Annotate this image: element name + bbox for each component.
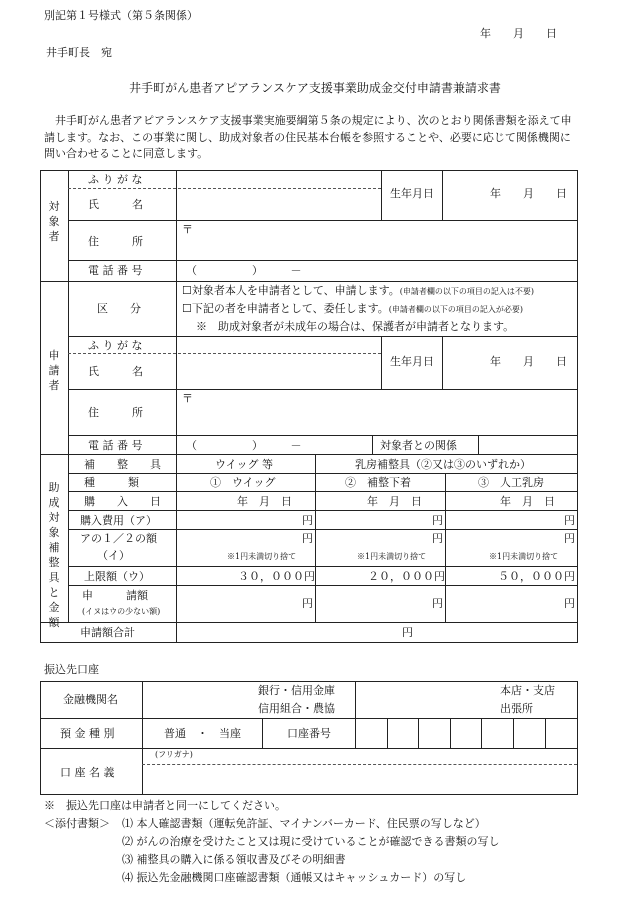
claim-label-suffix: 額 [137,589,148,602]
type-prosthesis: ③ 人工乳房 [478,476,544,489]
subject-birth-value: 年 月 日 [490,187,567,200]
account-number-label: 口座番号 [287,727,331,740]
relation-label: 対象者との関係 [380,439,457,452]
subject-section-label: 対象者 [48,200,60,243]
subject-birth-label: 生年月日 [390,187,434,200]
category-label: 区 分 [97,302,141,315]
form-number: 別記第１号様式（第５条関係） [44,9,198,22]
half-label: アの１／２の額 [80,532,157,545]
bank-note: ※ 振込先口座は申請者と同一にしてください。 [44,799,286,812]
holder-label: 口 座 名 義 [60,766,115,779]
branch-types-1: 本店・支店 [500,684,555,697]
date-line: 年 月 日 [480,27,557,40]
claim-label-text: 申 請 [82,589,137,602]
claim-label [82,590,148,601]
bank-heading: 振込先口座 [44,663,99,676]
attachment-item: ⑶ 補整具の購入に係る領収書及びその明細書 [122,853,346,866]
subject-postal-mark: 〒 [182,223,193,236]
round-note-3: ※1円未満切り捨て [489,552,559,561]
round-note-2: ※1円未満切り捨て [357,552,427,561]
account-type-options[interactable]: 普通 ・ 当座 [164,727,241,740]
half-yen-1: 円 [302,532,313,545]
half-yen-3: 円 [564,532,575,545]
subject-name-label: 氏 名 [88,198,143,211]
applicant-birth-value: 年 月 日 [490,355,567,368]
addressee: 井手町長 宛 [46,46,112,59]
subject-phone-label: 電 話 番 号 [88,264,143,277]
option-self-checkbox[interactable] [182,285,534,296]
applicant-phone-label: 電 話 番 号 [88,439,143,452]
claim-yen-1: 円 [302,597,313,610]
wig-header: ウイッグ 等 [215,458,273,471]
type-wig: ① ウイッグ [210,476,276,489]
purchase-date-3: 年 月 日 [500,495,555,508]
purchase-date-2: 年 月 日 [367,495,422,508]
applicant-postal-mark: 〒 [182,392,193,405]
applicant-birth-label: 生年月日 [390,355,434,368]
claim-yen-3: 円 [564,597,575,610]
type-underwear: ② 補整下着 [345,476,411,489]
option-self-note: (申請者欄の以下の項目の記入は不要) [399,287,535,296]
bank-types-2: 信用組合・農協 [258,702,335,715]
branch-types-2: 出張所 [500,702,533,715]
attachment-item: ⑷ 振込先金融機関口座確認書類（通帳又はキャッシュカード）の写し [122,871,467,884]
round-note-1: ※1円未満切り捨て [227,552,297,561]
limit-prosthesis: ５０，０００円 [498,570,575,583]
attachment-item: ⑵ がんの治療を受けたこと又は現に受けていることが確認できる書類の写し [122,835,500,848]
subject-phone-value: （ ） － [186,264,302,277]
cost-yen-2: 円 [432,514,443,527]
purchase-date-1: 年 月 日 [237,495,292,508]
applicant-phone-value: （ ） － [186,439,302,452]
attachments-label: ＜添付書類＞ [44,817,110,830]
account-type-label: 預 金 種 別 [60,727,115,740]
cost-label: 購入費用（ア） [80,514,157,527]
total-label: 申請額合計 [80,626,135,639]
purchase-date-label: 購 入 日 [84,495,161,508]
institution-label: 金融機関名 [63,693,118,706]
option-delegate-label: ☐下記の者を申請者として、委任します。 [182,302,389,315]
option-delegate-note: (申請者欄の以下の項目の記入が必要) [388,305,524,314]
limit-label: 上限額（ウ） [84,570,150,583]
attachment-item: ⑴ 本人確認書類（運転免許証、マイナンバーカード、住民票の写しなど） [122,817,486,830]
device-label: 補 整 具 [84,458,161,471]
cost-yen-1: 円 [302,514,313,527]
cost-yen-3: 円 [564,514,575,527]
total-yen: 円 [402,626,413,639]
bank-types-1: 銀行・信用金庫 [258,684,335,697]
applicant-furigana-label: ふ り が な [88,339,143,352]
applicant-section-label: 申請者 [48,349,60,392]
half-label-i: （イ） [97,549,130,562]
subject-address-label: 住 所 [88,235,143,248]
claim-yen-2: 円 [432,597,443,610]
limit-wig: ３０，０００円 [238,570,315,583]
option-self-label: ☐対象者本人を申請者として、申請します。 [182,284,400,297]
limit-underwear: ２０，０００円 [368,570,445,583]
page-title: 井手町がん患者アピアランスケア支援事業助成金交付申請書兼請求書 [129,81,501,95]
claim-note: (イヌはウの少ない額) [82,607,161,616]
minor-note: ※ 助成対象者が未成年の場合は、保護者が申請者となります。 [196,320,515,333]
holder-furigana: (フリガナ) [155,750,193,759]
applicant-address-label: 住 所 [88,406,143,419]
aid-section-label: 助成対象補整具と金額 [48,481,60,629]
option-delegate-checkbox[interactable] [182,303,523,314]
applicant-name-label: 氏 名 [88,365,143,378]
intro-text: 井手町がん患者アピアランスケア支援事業実施要綱第５条の規定により、次のとおり関係書類を添えて申請します。なお、この事業に関し、助成対象者の住民基本台帳を参照することや、必要に応じて関係機関に問い合わせることに同意します。 [44,114,572,160]
type-label: 種 類 [84,476,139,489]
breast-header: 乳房補整具（②又は③のいずれか） [355,458,531,471]
half-yen-2: 円 [432,532,443,545]
subject-furigana-label: ふ り が な [88,173,143,186]
